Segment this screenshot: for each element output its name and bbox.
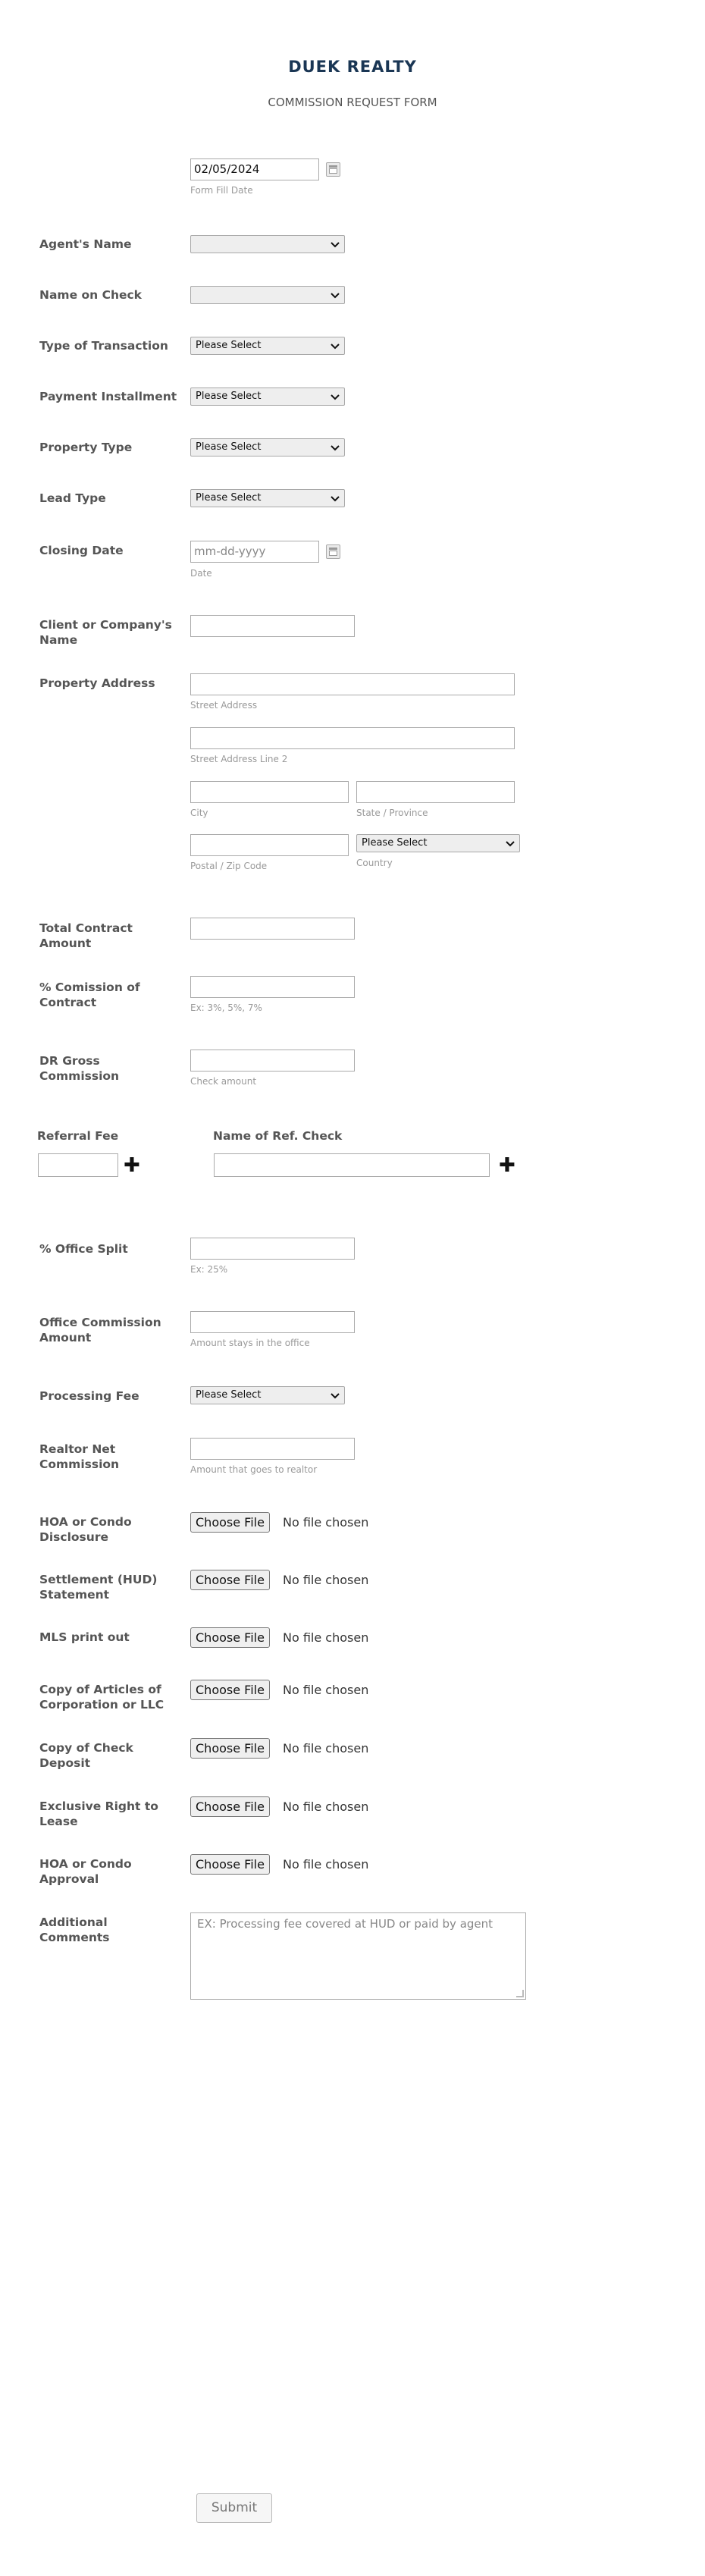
processing-fee-label: Processing Fee	[39, 1389, 139, 1403]
name-on-check-label: Name on Check	[39, 288, 142, 302]
street-address-input[interactable]	[190, 673, 515, 695]
client-name-label: Client or Company's Name	[39, 618, 172, 647]
commission-pct-sublabel: Ex: 3%, 5%, 7%	[190, 1002, 262, 1013]
upload-label: HOA or Condo Approval	[39, 1857, 132, 1886]
file-status: No file chosen	[283, 1515, 369, 1530]
office-split-input[interactable]	[190, 1238, 355, 1260]
chevron-down-icon	[330, 1390, 340, 1401]
property-type-label: Property Type	[39, 441, 133, 454]
select-value: Please Select	[196, 340, 262, 351]
country-select[interactable]	[356, 834, 520, 852]
dr-gross-label: DR Gross Commission	[39, 1054, 120, 1083]
lead-type-select[interactable]	[190, 489, 345, 507]
file-status: No file chosen	[283, 1573, 369, 1587]
referral-fee-label: Referral Fee	[37, 1129, 119, 1143]
select-value: Please Select	[196, 441, 262, 453]
lead-type-label: Lead Type	[39, 491, 106, 505]
upload-label: Exclusive Right to Lease	[39, 1799, 158, 1828]
upload-label: MLS print out	[39, 1630, 130, 1644]
chevron-down-icon	[330, 290, 340, 300]
choose-file-button[interactable]: Choose File	[190, 1512, 270, 1533]
country-sublabel: Country	[356, 858, 393, 868]
name-on-check-select[interactable]	[190, 286, 345, 304]
select-value: Please Select	[362, 837, 428, 849]
commission-pct-input[interactable]	[190, 976, 355, 998]
type-of-transaction-select[interactable]	[190, 337, 345, 355]
comments-placeholder: EX: Processing fee covered at HUD or paid by agent	[197, 1917, 494, 1931]
upload-label: HOA or Condo Disclosure	[39, 1515, 132, 1544]
dr-gross-sublabel: Check amount	[190, 1076, 257, 1087]
total-contract-label: Total Contract Amount	[39, 921, 133, 950]
chevron-down-icon	[330, 391, 340, 402]
realtor-net-input[interactable]	[190, 1438, 355, 1460]
payment-installment-select[interactable]	[190, 387, 345, 406]
comments-textarea[interactable]	[190, 1912, 526, 2000]
dr-gross-input[interactable]	[190, 1050, 355, 1072]
office-split-sublabel: Ex: 25%	[190, 1264, 228, 1275]
form-title: DUEK REALTY	[288, 58, 417, 76]
select-value: Please Select	[196, 1389, 262, 1401]
select-value: Please Select	[196, 391, 262, 402]
file-status: No file chosen	[283, 1857, 369, 1872]
property-address-label: Property Address	[39, 676, 155, 690]
plus-icon[interactable]: ✚	[124, 1154, 140, 1177]
submit-button[interactable]: Submit	[196, 2493, 272, 2523]
state-sublabel: State / Province	[356, 808, 428, 818]
choose-file-button[interactable]: Choose File	[190, 1796, 270, 1817]
chevron-down-icon	[330, 239, 340, 249]
chevron-down-icon	[330, 442, 340, 453]
realtor-net-label: Realtor Net Commission	[39, 1442, 120, 1471]
upload-label: Copy of Check Deposit	[39, 1741, 133, 1770]
file-status: No file chosen	[283, 1799, 369, 1814]
resize-handle[interactable]	[516, 1990, 524, 1997]
office-commission-label: Office Commission Amount	[39, 1316, 161, 1344]
zip-sublabel: Postal / Zip Code	[190, 861, 268, 871]
realtor-net-sublabel: Amount that goes to realtor	[190, 1464, 318, 1475]
closing-date-input[interactable]: mm-dd-yyyy	[190, 541, 319, 563]
zip-input[interactable]	[190, 834, 349, 856]
closing-date-label: Closing Date	[39, 544, 124, 557]
referral-fee-input[interactable]	[38, 1153, 118, 1177]
form-fill-date-sublabel: Form Fill Date	[190, 185, 253, 196]
file-status: No file chosen	[283, 1683, 369, 1697]
closing-date-sublabel: Date	[190, 568, 212, 579]
choose-file-button[interactable]: Choose File	[190, 1680, 270, 1700]
city-input[interactable]	[190, 781, 349, 803]
payment-installment-label: Payment Installment	[39, 390, 177, 403]
street-address-line2-sublabel: Street Address Line 2	[190, 754, 288, 764]
file-status: No file chosen	[283, 1630, 369, 1645]
form-subtitle: COMMISSION REQUEST FORM	[268, 96, 437, 109]
ref-check-name-label: Name of Ref. Check	[213, 1129, 343, 1143]
office-commission-input[interactable]	[190, 1311, 355, 1333]
choose-file-button[interactable]: Choose File	[190, 1627, 270, 1648]
upload-label: Settlement (HUD) Statement	[39, 1573, 158, 1602]
commission-pct-label: % Comission of Contract	[39, 981, 140, 1009]
street-address-line2-input[interactable]	[190, 727, 515, 749]
chevron-down-icon	[505, 838, 515, 849]
total-contract-input[interactable]	[190, 918, 355, 940]
choose-file-button[interactable]: Choose File	[190, 1570, 270, 1590]
type-of-transaction-label: Type of Transaction	[39, 339, 168, 353]
street-address-sublabel: Street Address	[190, 700, 258, 711]
choose-file-button[interactable]: Choose File	[190, 1738, 270, 1759]
comments-label: Additional Comments	[39, 1916, 110, 1944]
office-commission-sublabel: Amount stays in the office	[190, 1338, 310, 1348]
city-sublabel: City	[190, 808, 208, 818]
chevron-down-icon	[330, 493, 340, 504]
plus-icon[interactable]: ✚	[499, 1154, 515, 1177]
chevron-down-icon	[330, 340, 340, 351]
upload-label: Copy of Articles of Corporation or LLC	[39, 1683, 164, 1712]
agents-name-select[interactable]	[190, 235, 345, 253]
select-value: Please Select	[196, 492, 262, 504]
agents-name-label: Agent's Name	[39, 237, 132, 251]
choose-file-button[interactable]: Choose File	[190, 1854, 270, 1875]
office-split-label: % Office Split	[39, 1242, 128, 1256]
property-type-select[interactable]	[190, 438, 345, 457]
calendar-icon[interactable]	[326, 162, 340, 177]
calendar-icon[interactable]	[326, 544, 340, 559]
state-input[interactable]	[356, 781, 515, 803]
file-status: No file chosen	[283, 1741, 369, 1756]
form-fill-date-input[interactable]: 02/05/2024	[190, 158, 319, 180]
ref-check-name-input[interactable]	[214, 1153, 490, 1177]
processing-fee-select[interactable]	[190, 1386, 345, 1404]
client-name-input[interactable]	[190, 615, 355, 637]
